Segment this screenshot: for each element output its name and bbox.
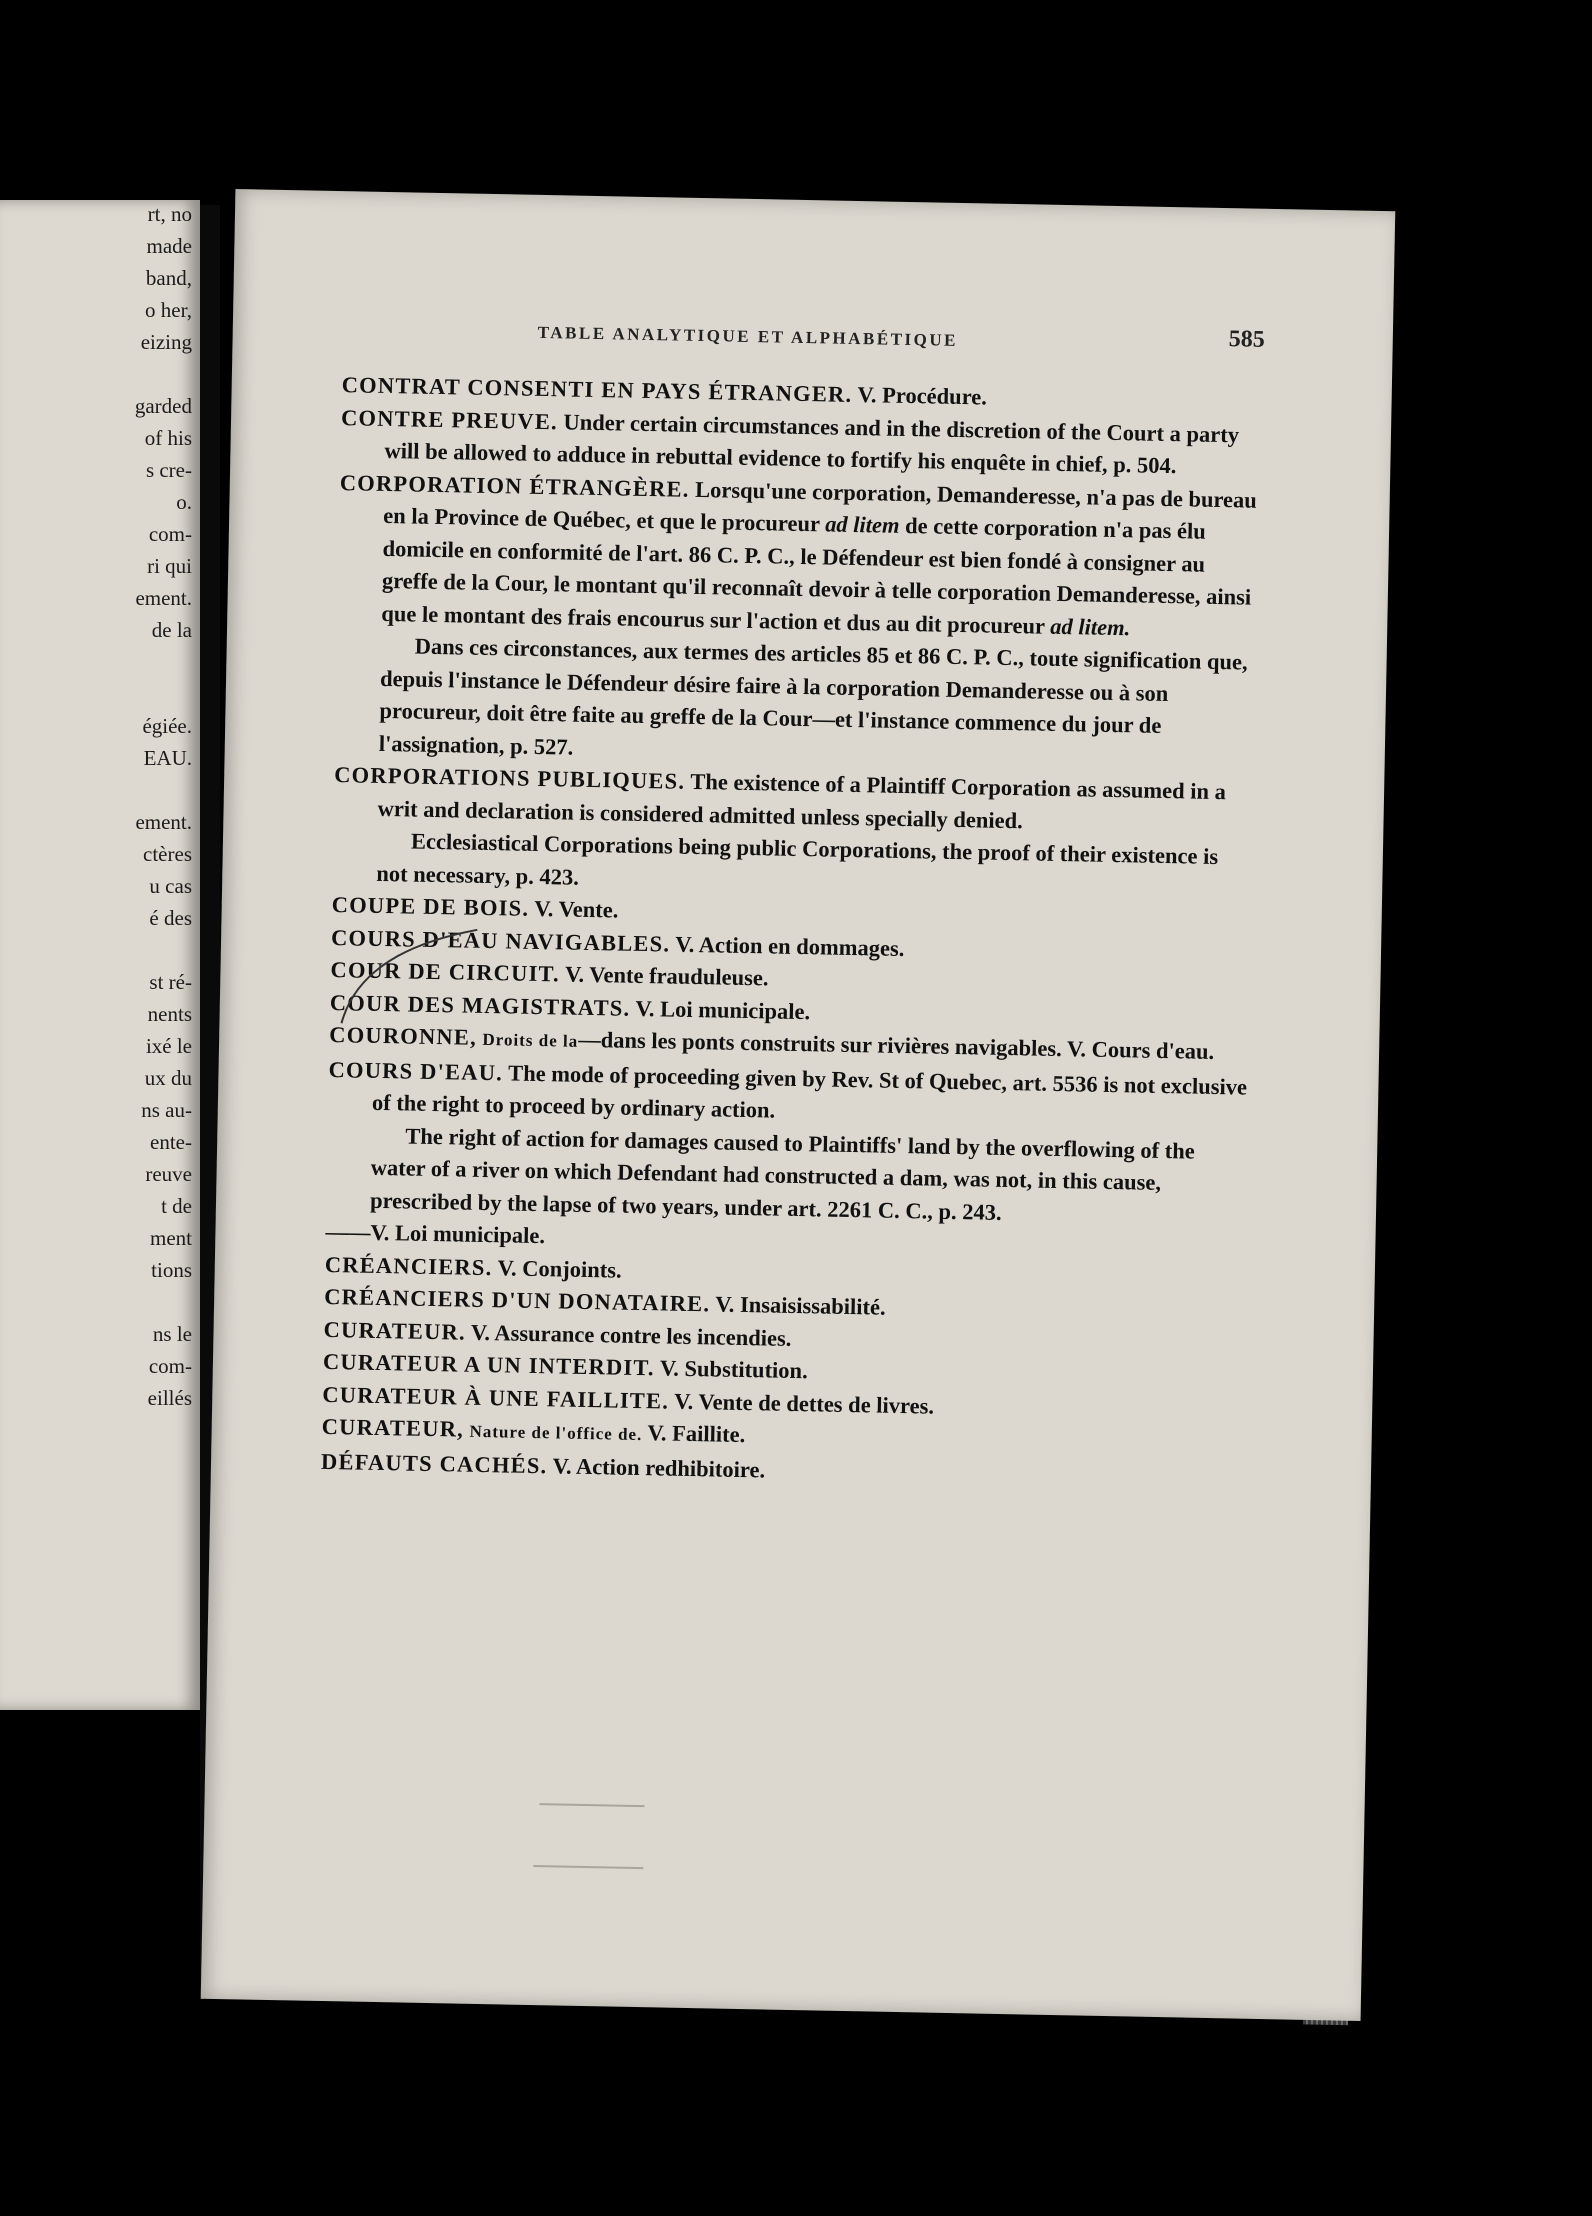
page-number: 585 [1228,326,1266,353]
facing-page-fragment: tions [151,1258,192,1282]
facing-page-fragment: st ré- [149,970,192,994]
entry-text: V. Action redhibitoire. [552,1452,766,1482]
entry-headword: COUR DES MAGISTRATS. [329,989,631,1021]
entry-headword: CRÉANCIERS. [324,1251,493,1280]
facing-page-fragment: band, [145,266,192,290]
entry-text: The mode of proceeding given by Rev. St of Quebec, art. 5536 is not exclusive of the right to proceed by ordinary action. [371,1059,1248,1123]
entry-text: V. Substitution. [659,1355,808,1384]
facing-page-fragment: ns au- [141,1098,192,1122]
entry-headword: CONTRE PREUVE. [340,404,559,434]
index-entry [337,467,1262,647]
facing-page-fragment: ri qui [147,554,192,578]
facing-page-fragment: ctères [143,842,192,866]
facing-page-fragment: de la [151,618,192,642]
ornament-rule [533,1865,643,1869]
entry-text: V. Conjoints. [497,1254,622,1283]
entry-paragraph: Ecclesiastical Corporations being public Corporations, the proof of their existence is not necessary, p. 423. [376,828,1219,890]
facing-page-fragment: o. [176,490,192,514]
facing-page-fragment: é des [149,906,192,930]
facing-page-fragment: rt, no [147,202,192,226]
entry-paragraph: The right of action for damages caused to Plaintiffs' land by the overflowing of the water of a river on which Defendant had constructed a dam, was not, in this cause, prescribed by the lapse of two years, under art. 2261 C. C., p. 243. [369,1122,1195,1225]
facing-page-fragment: EAU. [143,746,192,770]
entry-headword: COUPE DE BOIS. [331,892,530,921]
entry-text: The existence of a Plaintiff Corporation as assumed in a writ and declaration is considered admitted unless specially denied. [377,768,1227,833]
pencil-mark-icon [337,919,479,1032]
facing-page-fragment: garded [134,394,192,418]
entry-headword: CORPORATIONS PUBLIQUES. [334,762,686,794]
facing-page-fragment: ixé le [145,1034,192,1058]
entry-headword: CONTRAT CONSENTI EN PAYS ÉTRANGER. [341,372,853,407]
facing-page-fragment: ux du [144,1066,192,1090]
entry-headword: DÉFAUTS CACHÉS. [320,1448,548,1478]
entry-headword: COURS D'EAU NAVIGABLES. [330,924,671,957]
entry-text: V. Loi municipale. [635,995,811,1024]
entry-italic: ad litem [824,511,900,538]
entry-text: V. Vente. [534,895,619,923]
facing-page-left [0,200,200,1710]
entry-headword: CURATEUR, [321,1413,465,1442]
entry-text: de cette corporation n'a pas élu domicile en conformité de l'art. 86 C. P. C., le Défendeur est bien fondé à consigner au greffe de la Cour, le montant qu'il reconnaît devoir à telle corporation Demanderesse, ainsi que le montant des frais encourus sur l'action et dus au dit procureur [381,512,1252,639]
facing-page-fragment: égiée. [142,714,192,738]
entry-headword: COURS D'EAU. [328,1056,504,1085]
facing-page-fragment: com- [148,1354,192,1378]
entry-text: —dans les ponts construits sur rivières navigables. V. Cours d'eau. [578,1026,1215,1064]
entry-text: Under certain circumstances and in the discretion of the Court a party will be allowed to adduce in rebuttal evidence to fortify his enquête in chief, p. 504. [384,408,1240,479]
entry-text: Lorsqu'une corporation, Demanderesse, n'a pas de bureau en la Province de Québec, et que le procureur [383,476,1258,537]
running-head: TABLE ANALYTIQUE ET ALPHABÉTIQUE [537,322,959,350]
facing-page-fragment: of his [144,426,192,450]
entry-text: V. Vente frauduleuse. [564,961,769,991]
facing-page-fragment: eillés [147,1386,192,1410]
entry-text: V. Action en dommages. [675,931,905,961]
entry-headword: CRÉANCIERS D'UN DONATAIRE. [323,1283,711,1317]
facing-page-fragment: ente- [150,1130,192,1154]
facing-page-fragment: s cre- [145,458,192,482]
facing-page-fragment: nents [147,1002,192,1026]
entry-text: V. Procédure. [857,382,988,410]
ornament-rule [540,1803,645,1807]
entry-italic: ad litem. [1050,613,1131,640]
facing-page-fragment: ement. [135,586,192,610]
entry-headword: CURATEUR A UN INTERDIT. [322,1348,655,1381]
cross-reference: ——V. Loi municipale. [325,1218,546,1249]
entry-headword: COURONNE, [329,1021,478,1050]
facing-page-fragment: o her, [145,298,192,322]
entry-headword: COUR DE CIRCUIT. [330,957,561,987]
facing-page-fragment: made [146,234,192,258]
entry-headword: CURATEUR À UNE FAILLITE. [322,1381,670,1414]
facing-page-fragment: ns le [152,1322,192,1346]
facing-page-fragment: ement. [135,810,192,834]
entry-small-caps: Droits de la [482,1029,579,1051]
entry-text: V. Insaisissabilité. [715,1291,886,1320]
facing-page-fragment: ment [150,1226,192,1250]
facing-page-fragment: eizing [140,330,192,354]
entry-text: V. Vente de dettes de livres. [674,1388,935,1419]
entry-headword: CORPORATION ÉTRANGÈRE. [339,469,690,502]
entry-headword: CURATEUR. [323,1316,467,1345]
facing-page-fragment: t de [161,1194,192,1218]
facing-page-fragment: reuve [145,1162,192,1186]
entry-text: V. Faillite. [647,1420,746,1448]
facing-page-fragment: u cas [149,874,192,898]
entry-small-caps: Nature de l'office de. [469,1421,643,1445]
entry-text: V. Assurance contre les incendies. [470,1319,792,1351]
facing-page-fragment: com- [148,522,192,546]
book-page [201,189,1396,2021]
entry-paragraph: Dans ces circonstances, aux termes des articles 85 et 86 C. P. C., toute signification que, depuis l'instance le Défendeur désire faire à la corporation Demanderesse ou à son procureur, doit être faite au greffe de la Cour—et l'instance commence du jour de l'assignation, p. 527. [378,633,1248,760]
